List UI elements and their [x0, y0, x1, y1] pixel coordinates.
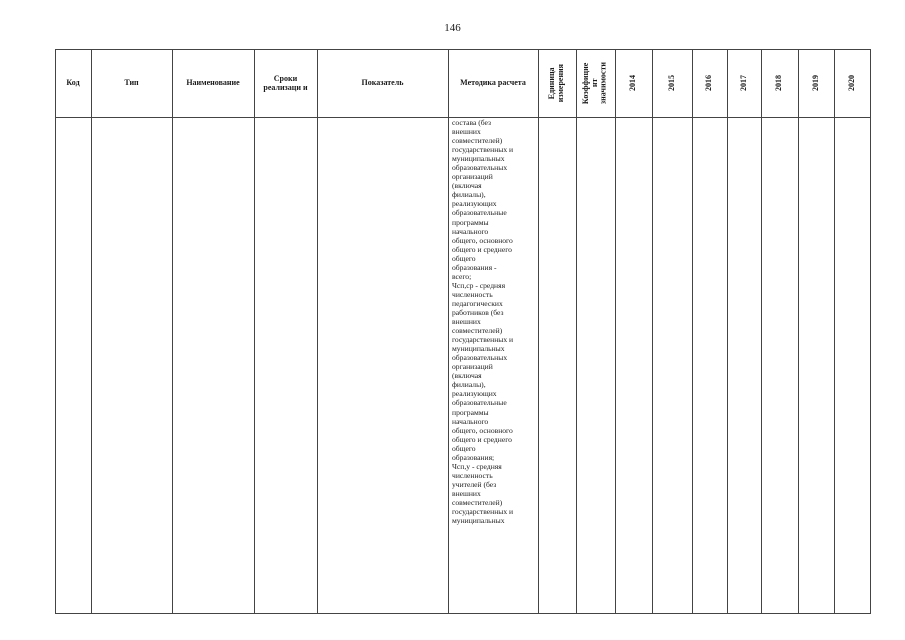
method-line: муниципальных [452, 154, 505, 164]
method-line: государственных и [452, 335, 514, 345]
method-line: состава (без [452, 118, 492, 127]
header-code: Код [66, 78, 80, 88]
method-line: совместителей) [452, 497, 503, 507]
col-border [652, 49, 653, 614]
method-line: внешних [452, 317, 481, 327]
method-line: Чсп,ср - средняя [452, 280, 506, 290]
header-2020: 2020 [846, 75, 856, 91]
method-line: филиалы), [452, 190, 486, 200]
col-border [870, 49, 871, 614]
method-line: программы [452, 407, 489, 417]
col-border [448, 49, 449, 614]
header-2015: 2015 [666, 75, 676, 91]
method-line: совместителей) [452, 136, 503, 146]
col-border [317, 49, 318, 614]
method-line: педагогических [452, 298, 503, 308]
method-line: всего; [452, 271, 472, 281]
method-line: численность [452, 289, 493, 299]
header-2017: 2017 [738, 75, 748, 91]
method-line: образовательные [452, 398, 507, 408]
method-line: образовательные [452, 208, 507, 218]
method-line: (включая [452, 371, 482, 381]
method-line: организаций [452, 362, 493, 372]
method-line: (включая [452, 181, 482, 191]
header-name: Наименование [186, 78, 240, 88]
col-border [798, 49, 799, 614]
method-cell-text [452, 118, 540, 525]
method-line: образовательных [452, 163, 508, 173]
header-2019: 2019 [810, 75, 820, 91]
method-line: начального [452, 226, 489, 236]
method-line: реализующих [452, 199, 497, 209]
row-border [55, 613, 871, 614]
method-line: учителей (без [452, 479, 497, 489]
header-indicator: Показатель [361, 78, 404, 88]
method-line: реализующих [452, 389, 497, 399]
method-line: образовательных [452, 353, 508, 363]
col-border [692, 49, 693, 614]
col-border [727, 49, 728, 614]
method-line: внешних [452, 488, 481, 498]
col-border [576, 49, 577, 614]
header-2014: 2014 [628, 75, 638, 91]
col-border [834, 49, 835, 614]
method-line: филиалы), [452, 380, 486, 390]
method-line: муниципальных [452, 344, 505, 354]
method-line: муниципальных [452, 516, 505, 526]
method-line: совместителей) [452, 326, 503, 336]
method-line: общего и среднего [452, 244, 512, 254]
method-line: численность [452, 470, 493, 480]
method-line: образования; [452, 452, 495, 462]
method-line: Чсп,у - средняя [452, 461, 502, 471]
col-border [761, 49, 762, 614]
header-method: Методика расчета [460, 78, 526, 88]
method-line: государственных и [452, 145, 514, 155]
method-line: общего [452, 443, 476, 453]
col-border [172, 49, 173, 614]
method-line: общего [452, 253, 476, 263]
header-type: Тип [124, 78, 139, 88]
method-line: образования - [452, 262, 497, 272]
col-border [91, 49, 92, 614]
method-line: программы [452, 217, 489, 227]
method-line: общего, основного [452, 425, 513, 435]
method-line: работников (без [452, 307, 504, 317]
col-border [55, 49, 56, 614]
col-border [254, 49, 255, 614]
header-terms: Сроки реализаци и [263, 73, 308, 92]
header-2016: 2016 [704, 75, 714, 91]
page-number: 146 [444, 22, 461, 34]
header-2018: 2018 [774, 75, 784, 91]
header-coef: Коэффицие нт значимости [581, 61, 608, 105]
method-line: внешних [452, 127, 481, 137]
method-line: общего и среднего [452, 434, 512, 444]
method-line: начального [452, 416, 489, 426]
method-line: государственных и [452, 507, 514, 517]
method-line: организаций [452, 172, 493, 182]
header-unit: Единица измерения [547, 63, 565, 103]
method-line: общего, основного [452, 235, 513, 245]
col-border [615, 49, 616, 614]
